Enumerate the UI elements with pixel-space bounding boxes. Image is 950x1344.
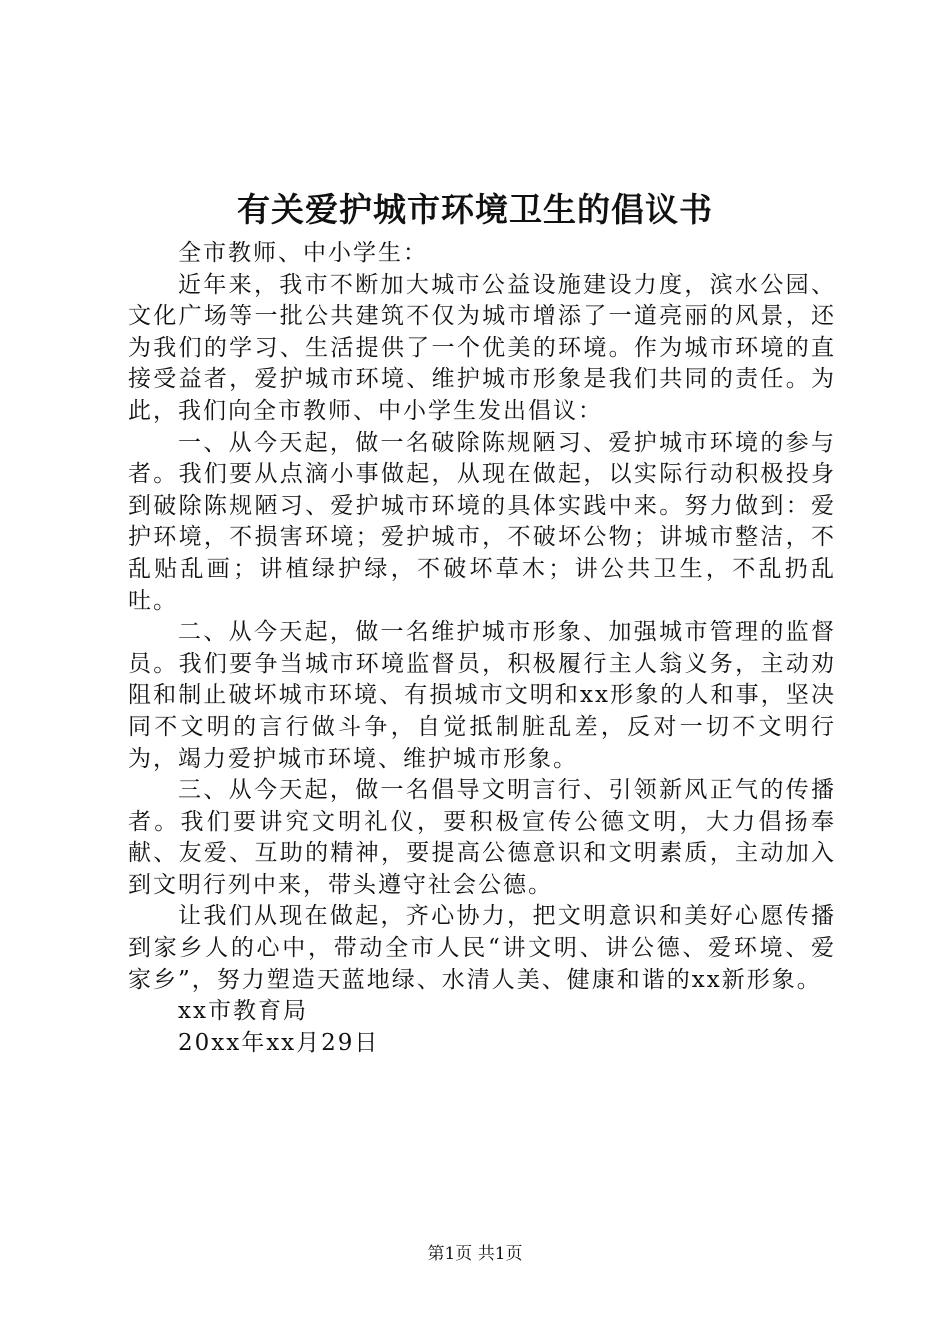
document-title: 有关爱护城市环境卫生的倡议书 bbox=[237, 190, 713, 229]
salutation: 全市教师、中小学生： bbox=[178, 240, 428, 266]
signature: xx市教育局 bbox=[178, 998, 308, 1025]
document-body bbox=[128, 238, 836, 1059]
paragraph-proposal-3: 三、从今天起，做一名倡导文明言行、引领新风正气的传播者。我们要讲究文明礼仪，要积极宣传公德文明，大力倡扬奉献、友爱、互助的精神，要提高公德意识和文明素质，主动加入到文明行列中来，带头遵守社会公德。 bbox=[128, 777, 836, 898]
date: 20xx年xx月29日 bbox=[178, 1029, 380, 1056]
paragraph-intro: 近年来，我市不断加大城市公益设施建设力度，滨水公园、文化广场等一批公共建筑不仅为城市增添了一道亮丽的风景，还为我们的学习、生活提供了一个优美的环境。作为城市环境的直接受益者，爱护城市环境、维护城市形象是我们共同的责任。为此，我们向全市教师、中小学生发出倡议： bbox=[128, 271, 836, 424]
paragraph-proposal-1: 一、从今天起，做一名破除陈规陋习、爱护城市环境的参与者。我们要从点滴小事做起，从现在做起，以实际行动积极投身到破除陈规陋习、爱护城市环境的具体实践中来。努力做到：爱护环境，不损害环境；爱护城市，不破坏公物；讲城市整洁，不乱贴乱画；讲植绿护绿，不破坏草木；讲公共卫生，不乱扔乱吐。 bbox=[128, 429, 836, 614]
page-footer: 第1页 共1页 bbox=[427, 1244, 523, 1264]
paragraph-closing: 让我们从现在做起，齐心协力，把文明意识和美好心愿传播到家乡人的心中，带动全市人民“讲文明、讲公德、爱环境、爱家乡”，努力塑造天蓝地绿、水清人美、健康和谐的xx新形象。 bbox=[128, 903, 836, 993]
paragraph-proposal-2: 二、从今天起，做一名维护城市形象、加强城市管理的监督员。我们要争当城市环境监督员，积极履行主人翁义务，主动劝阻和制止破坏城市环境、有损城市文明和xx形象的人和事，坚决同不文明的言行做斗争，自觉抵制脏乱差，反对一切不文明行为，竭力爱护城市环境、维护城市形象。 bbox=[128, 619, 836, 772]
